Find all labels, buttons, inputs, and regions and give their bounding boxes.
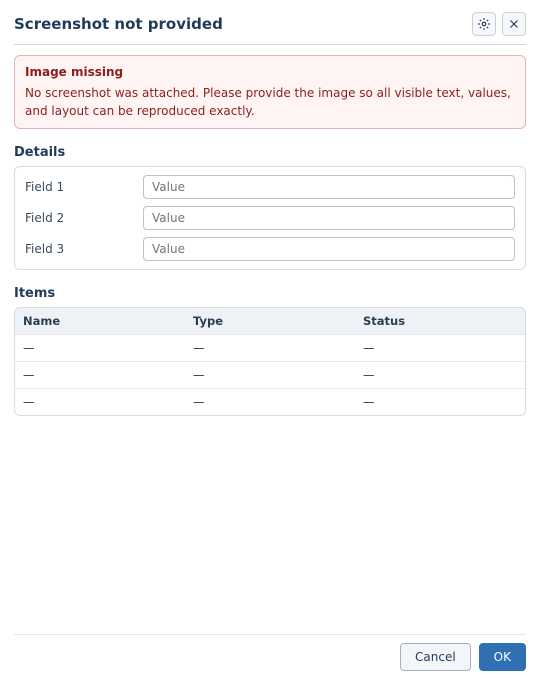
table-row[interactable] [15, 335, 525, 362]
table-cell: — [185, 362, 355, 389]
data-table [15, 308, 525, 415]
table-cell: — [193, 395, 205, 410]
form-section-title: Details [14, 145, 66, 161]
missing-image-notice [14, 55, 526, 129]
header-actions [472, 12, 526, 36]
gear-icon [477, 17, 491, 31]
field-label: Field 1 [25, 180, 65, 195]
table-cell: — [355, 362, 525, 389]
table-row[interactable] [15, 362, 525, 389]
window-header [14, 10, 526, 45]
table-cell: — [185, 335, 355, 362]
form-fields [14, 166, 526, 270]
settings-button[interactable] [472, 12, 496, 36]
field-label: Field 3 [25, 242, 65, 257]
field-row [25, 237, 515, 261]
table-section-title: Items [14, 286, 56, 302]
field-input-3[interactable] [143, 237, 515, 261]
table-header-row [15, 308, 525, 335]
column-header[interactable]: Type [185, 308, 355, 335]
notice-message: No screenshot was attached. Please provide the image so all visible text, values, and layout can be reproduced exactly. [25, 86, 511, 118]
ok-button[interactable]: OK [479, 643, 526, 671]
cancel-button[interactable]: Cancel [400, 643, 471, 671]
close-button[interactable] [502, 12, 526, 36]
field-row [25, 175, 515, 199]
table-container [14, 307, 526, 416]
field-input-1[interactable] [143, 175, 515, 199]
field-label: Field 2 [25, 211, 65, 226]
table-cell: — [15, 362, 185, 389]
close-icon [507, 17, 521, 31]
table-cell: — [23, 395, 35, 410]
table-cell: — [15, 335, 185, 362]
dialog-footer [14, 634, 526, 671]
window-title: Screenshot not provided [14, 15, 223, 33]
table-row[interactable] [15, 389, 525, 416]
table-cell: — [363, 395, 375, 410]
column-header[interactable]: Name [15, 308, 185, 335]
notice-title: Image missing [25, 65, 124, 79]
table-cell: — [355, 335, 525, 362]
field-input-2[interactable] [143, 206, 515, 230]
field-row [25, 206, 515, 230]
column-header[interactable]: Status [355, 308, 525, 335]
